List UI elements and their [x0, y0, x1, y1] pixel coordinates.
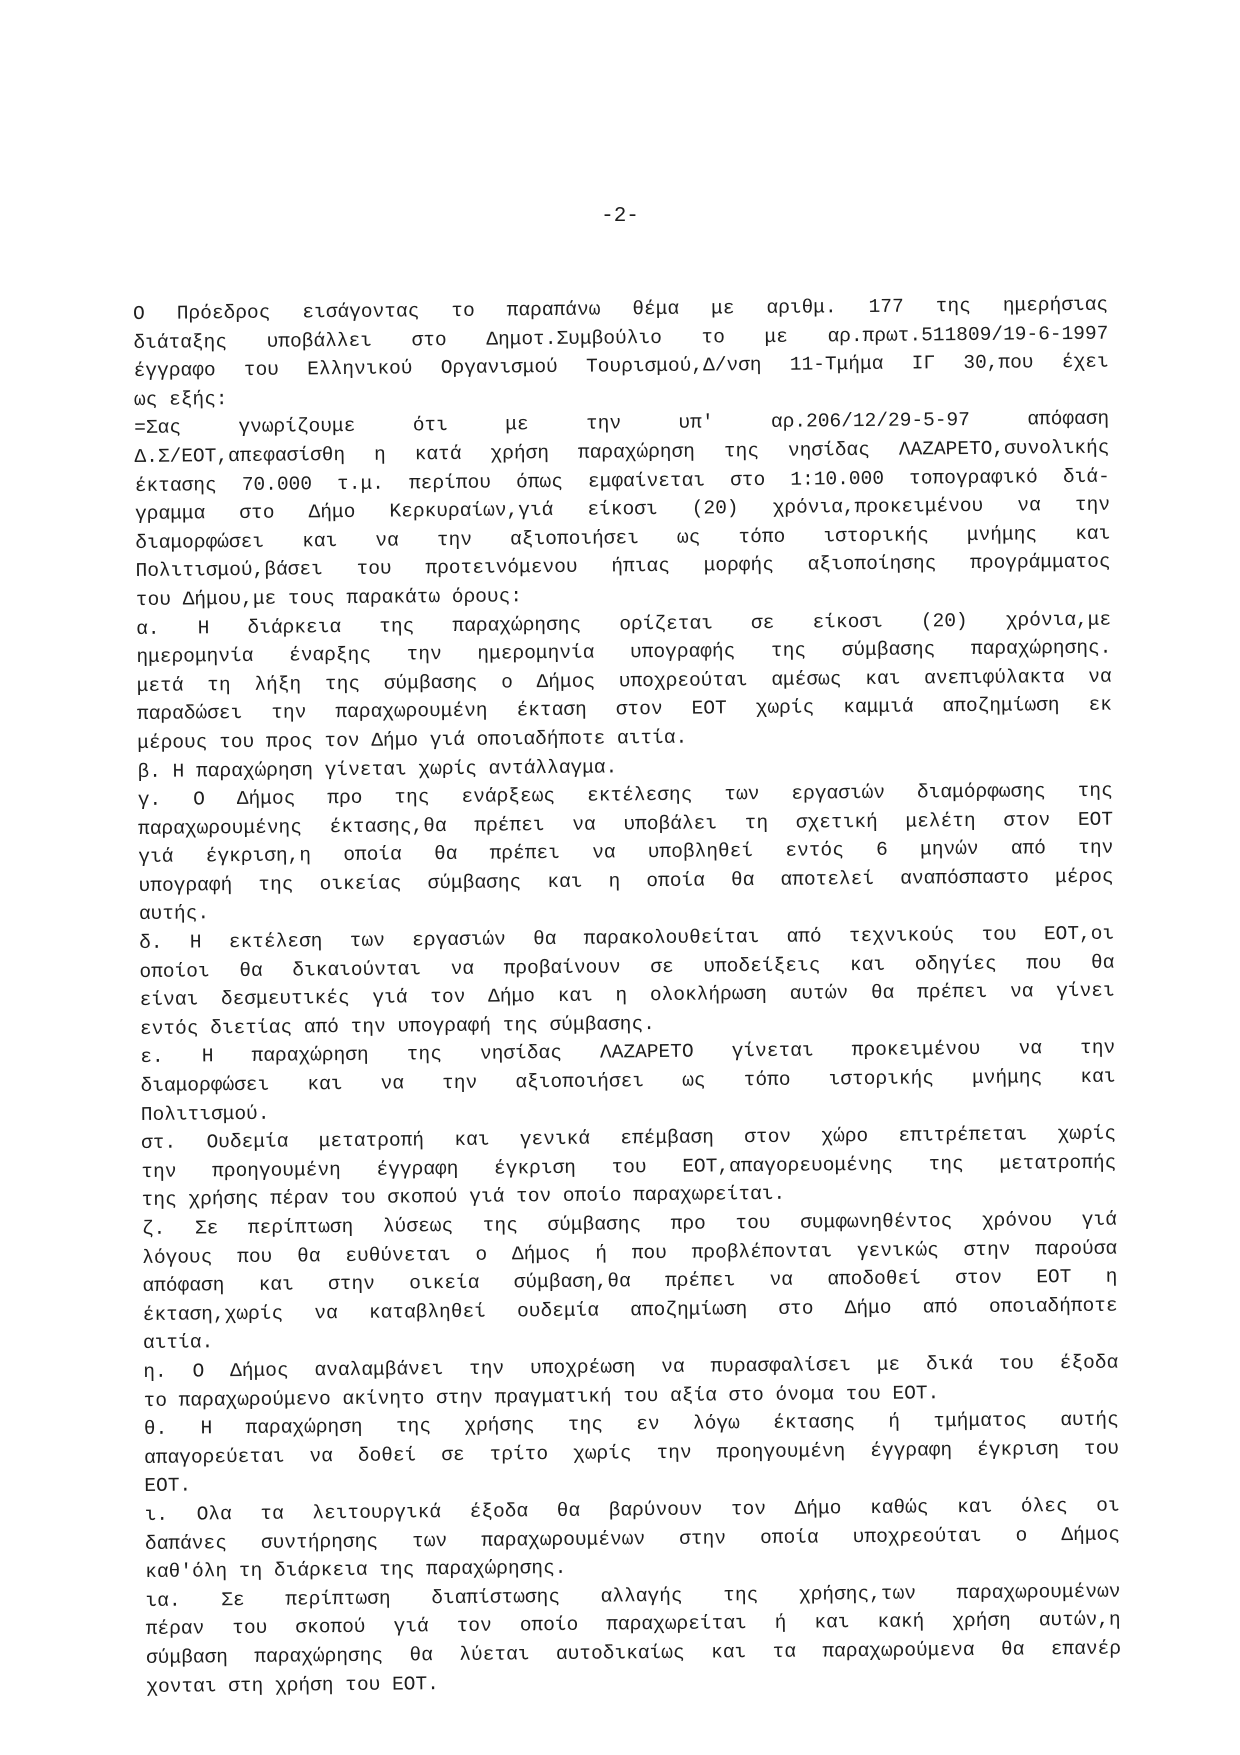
- text-line: γ. Ο Δήμος προ της ενάρξεως εκτέλεσης των εργασιών διαμόρφωσης της: [137, 779, 1113, 812]
- text-line: ζ. Σε περίπτωση λύσεως της σύμβασης προ του συμφωνηθέντος χρόνου γιά: [141, 1208, 1117, 1240]
- text-line: γιά έγκριση,η οποία θα πρέπει να υποβληθεί εντός 6 μηνών από την: [138, 836, 1114, 869]
- document-body: [133, 291, 1121, 1701]
- text-line: έκτασης 70.000 τ.μ. περίπου όπως εμφαίνεται στο 1:10.000 τοπογραφικό διά-: [134, 465, 1110, 497]
- page-number: -2-: [601, 205, 639, 228]
- text-line: το παραχωρούμενο ακίνητο στην πραγματική του αξία στο όνομα του ΕΟΤ.: [143, 1381, 940, 1412]
- text-line: διαμορφώσει και να την αξιοποιήσει ως τόπο ιστορικής μνήμης και: [135, 522, 1111, 554]
- text-line: ι. Ολα τα λειτουργικά έξοδα θα βαρύνουν τον Δήμο καθώς και όλες οι: [144, 1494, 1120, 1526]
- text-line: Πολιτισμού,βάσει του προτεινόμενου ήπιας μορφής αξιοποίησης προγράμματος: [135, 550, 1111, 583]
- text-line: =Σας γνωρίζουμε ότι με την υπ' αρ.206/12/29-5-97 απόφαση: [134, 408, 1110, 440]
- text-line: σύμβαση παραχώρησης θα λύεται αυτοδικαίως και τα παραχωρούμενα θα επανέρ: [145, 1637, 1122, 1669]
- text-line: Δ.Σ/ΕΟΤ,απεφασίσθη η κατά χρήση παραχώρηση της νησίδας ΛΑΖΑΡΕΤΟ,συνολικής: [134, 436, 1110, 468]
- text-line: δ. Η εκτέλεση των εργασιών θα παρακολουθείται από τεχνικούς του ΕΟΤ,οι: [139, 922, 1115, 955]
- text-line: έγγραφο του Ελληνικού Οργανισμού Τουρισμού,Δ/νση 11-Τμήμα ΙΓ 30,που έχει: [133, 350, 1109, 383]
- text-line: παραχωρουμένης έκτασης,θα πρέπει να υποβάλει τη σχετική μελέτη στον ΕΟΤ: [137, 808, 1114, 840]
- text-line: την προηγουμένη έγγραφη έγκριση του ΕΟΤ,απαγορευομένης της μετατροπής: [141, 1151, 1117, 1183]
- text-line: πέραν του σκοπού γιά τον οποίο παραχωρείται ή και κακή χρήση αυτών,η: [145, 1608, 1121, 1641]
- text-line: ε. Η παραχώρηση της νησίδας ΛΑΖΑΡΕΤΟ γίνεται προκειμένου να την: [140, 1037, 1116, 1069]
- text-line: εντός διετίας από την υπογραφή της σύμβασης.: [139, 1012, 655, 1040]
- text-line: παραδώσει την παραχωρουμένη έκταση στον ΕΟΤ χωρίς καμμιά αποζημίωση εκ: [136, 693, 1113, 726]
- text-line: χονται στη χρήση του ΕΟΤ.: [146, 1672, 439, 1698]
- text-line: α. Η διάρκεια της παραχώρησης ορίζεται σε είκοσι (20) χρόνια,με: [136, 608, 1112, 640]
- text-line: δαπάνες συντήρησης των παραχωρουμένων στην οποία υποχρεούται ο Δήμος: [144, 1523, 1120, 1555]
- text-line: θ. Η παραχώρηση της χρήσης της εν λόγω έκτασης ή τμήματος αυτής: [143, 1408, 1119, 1441]
- text-line: απόφαση και στην οικεία σύμβαση,θα πρέπει να αποδοθεί στον ΕΟΤ η: [142, 1265, 1118, 1298]
- text-line: Πολιτισμού.: [140, 1102, 270, 1126]
- text-line: διάταξης υποβάλλει στο Δημοτ.Συμβούλιο το με αρ.πρωτ.511809/19-6-1997: [133, 322, 1109, 354]
- text-line: λόγους που θα ευθύνεται ο Δήμος ή που προβλέπονται γενικώς στην παρούσα: [142, 1237, 1118, 1269]
- text-line: υπογραφή της οικείας σύμβασης και η οποία θα αποτελεί αναπόσπαστο μέρος: [138, 865, 1114, 897]
- text-line: αυτής.: [138, 902, 210, 926]
- text-line: Ο Πρόεδρος εισάγοντας το παραπάνω θέμα με αριθμ. 177 της ημερήσιας: [133, 293, 1109, 325]
- text-line: έκταση,χωρίς να καταβληθεί ουδεμία αποζημίωση στο Δήμο από οποιαδήποτε: [142, 1294, 1118, 1326]
- text-line: ια. Σε περίπτωση διαπίστωσης αλλαγής της χρήσης,των παραχωρουμένων: [145, 1580, 1121, 1612]
- text-line: απαγορεύεται να δοθεί σε τρίτο χωρίς την προηγουμένη έγγραφη έγκριση του: [144, 1437, 1120, 1469]
- text-line: μέρους του προς τον Δήμο γιά οποιαδήποτε αιτία.: [137, 726, 688, 754]
- text-line: του Δήμου,με τους παρακάτω όρους:: [135, 585, 523, 611]
- text-line: της χρήσης πέραν του σκοπού γιά τον οποίο παραχωρείται.: [141, 1183, 786, 1212]
- text-line: αιτία.: [142, 1331, 214, 1355]
- text-line: ΕΟΤ.: [144, 1474, 192, 1498]
- text-line: η. Ο Δήμος αναλαμβάνει την υποχρέωση να πυρασφαλίσει με δικά του έξοδα: [143, 1351, 1119, 1383]
- text-line: μετά τη λήξη της σύμβασης ο Δήμος υποχρεούται αμέσως και ανεπιφύλακτα να: [136, 665, 1112, 697]
- text-line: ως εξής:: [133, 387, 228, 411]
- text-line: στ. Ουδεμία μετατροπή και γενικά επέμβαση στον χώρο επιτρέπεται χωρίς: [140, 1122, 1117, 1155]
- text-line: διαμορφώσει και να την αξιοποιήσει ως τόπο ιστορικής μνήμης και: [140, 1065, 1116, 1097]
- text-line: ημερομηνία έναρξης την ημερομηνία υπογραφής της σύμβασης παραχώρησης.: [136, 636, 1112, 669]
- text-line: οποίοι θα δικαιούνται να προβαίνουν σε υποδείξεις και οδηγίες που θα: [139, 951, 1115, 983]
- text-line: β. Η παραχώρηση γίνεται χωρίς αντάλλαγμα.: [137, 755, 618, 783]
- text-line: είναι δεσμευτικές γιά τον Δήμο και η ολοκλήρωση αυτών θα πρέπει να γίνει: [139, 979, 1115, 1012]
- text-line: γραμμα στο Δήμο Κερκυραίων,γιά είκοσι (20) χρόνια,προκειμένου να την: [134, 493, 1111, 526]
- text-line: καθ'όλη τη διάρκεια της παραχώρησης.: [145, 1557, 567, 1584]
